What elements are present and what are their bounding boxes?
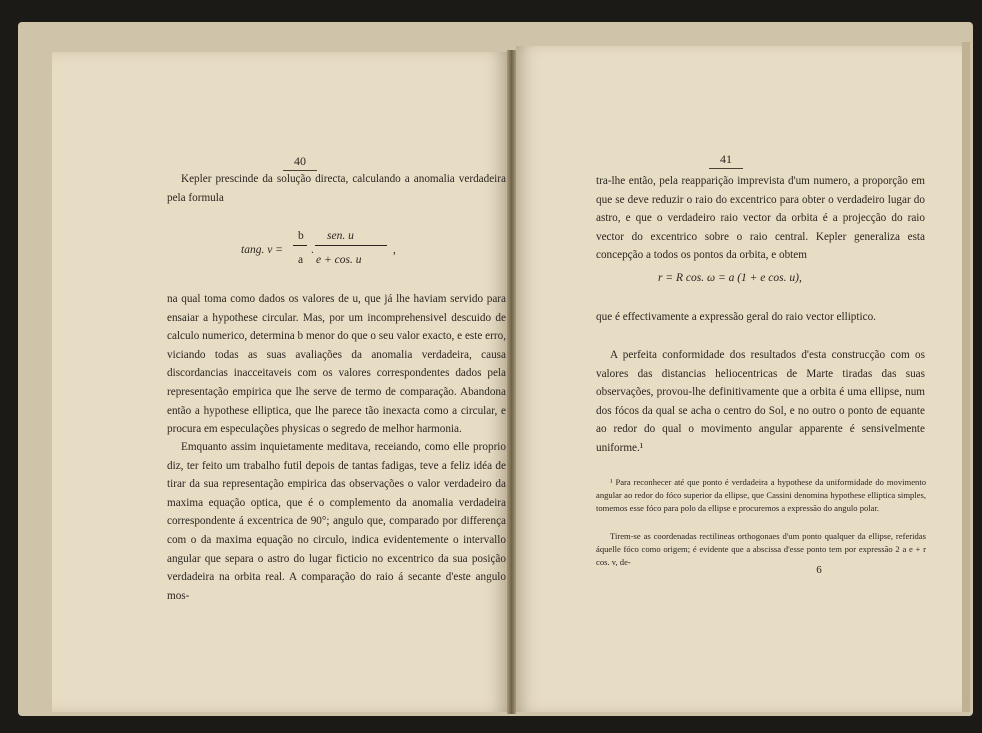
signature-mark: 6 — [816, 564, 822, 576]
right-para1: tra-lhe então, pela reapparição imprevista d'um numero, a proporção em que se deve reduzir o raio do excentrico para obter o verdadeiro lugar do astro, e que o verdadeiro raio vector da orbita é a projecção do raio vector do excentrico sobre o raio central. Kepler generaliza esta concepção a todos os pontos da orbita, e obtem — [596, 175, 925, 262]
left-para3: Emquanto assim inquietamente meditava, receiando, como elle proprio diz, ter feito um trabalho futil depois de tantas fadigas, teve a feliz idéa de tirar da sua representação empirica das observações o valor verdadeiro da maxima equação optica, que é o complemento da anomalia verdadeira correspondente á excentrica de 90°; angulo que, comparado por differença com o da maxima equação no circulo, indica evidentemente o intervallo angular que separa o astro do lugar ficticio no excentrico da sua posição verdadeira na orbita real. A comparação do raio á secante d'este angulo mos- — [167, 441, 506, 602]
footnote-1: ¹ Para reconhecer até que ponto é verdadeira a hypothese da uniformidade do movimento angular ao redor do fóco superior da ellipse, que Cassini denomina hypothese elliptica simples, tomemos esse fóco para polo da ellipse e procuremos a expressão do angulo polar. — [596, 477, 926, 513]
footnote-2: Tirem-se as coordenadas rectilineas orthogonaes d'um ponto qualquer da ellipse, referidas áquelle fóco como origem; é evidente que a abscissa d'esse ponto tem por expressão 2 a e + r cos. v, de- — [596, 531, 926, 567]
left-para2: na qual toma como dados os valores de u, que já lhe haviam servido para ensaiar a hypothese circular. Mas, por um incomprehensivel descuido de calculo numerico, determina b menor do que o seu valor exacto, e este erro, viciando todas as suas avaliações da anomalia verdadeira, causa discordancias inacceitaveis com os valores correspondentes dados pela representação empirica que lhe serve de termo de comparação. Abandona então a hypothese elliptica, que lhe parece tão inexacta como a circular, e procura em especulações physicas o segredo de melhor harmonia. — [167, 293, 506, 436]
right-formula: r = R cos. ω = a (1 + e cos. u), — [658, 272, 802, 284]
right-page-number-rule — [709, 168, 743, 169]
left-page-number: 40 — [294, 154, 306, 168]
left-formula: tang. v = b a . sen. u e + cos. u , — [241, 230, 396, 266]
right-para3: A perfeita conformidade dos resultados d'esta construcção com os valores das distancias heliocentricas de Marte tiradas das suas observações, provou-lhe definitivamente que a orbita é uma ellipse, num dos fócos da qual se acha o centro do Sol, e no outro o ponto de equante ao redor do qual o movimento angular apparente é sensivelmente uniforme.¹ — [596, 349, 925, 454]
right-page — [516, 46, 962, 712]
book — [18, 22, 973, 716]
left-page — [52, 52, 507, 712]
left-para1: Kepler prescinde da solução directa, calculando a anomalia verdadeira pela formula — [167, 173, 506, 204]
right-page-number: 41 — [720, 152, 732, 166]
right-para2: que é effectivamente a expressão geral do raio vector elliptico. — [596, 311, 876, 323]
book-gutter — [507, 50, 516, 714]
page-edges — [962, 42, 970, 712]
